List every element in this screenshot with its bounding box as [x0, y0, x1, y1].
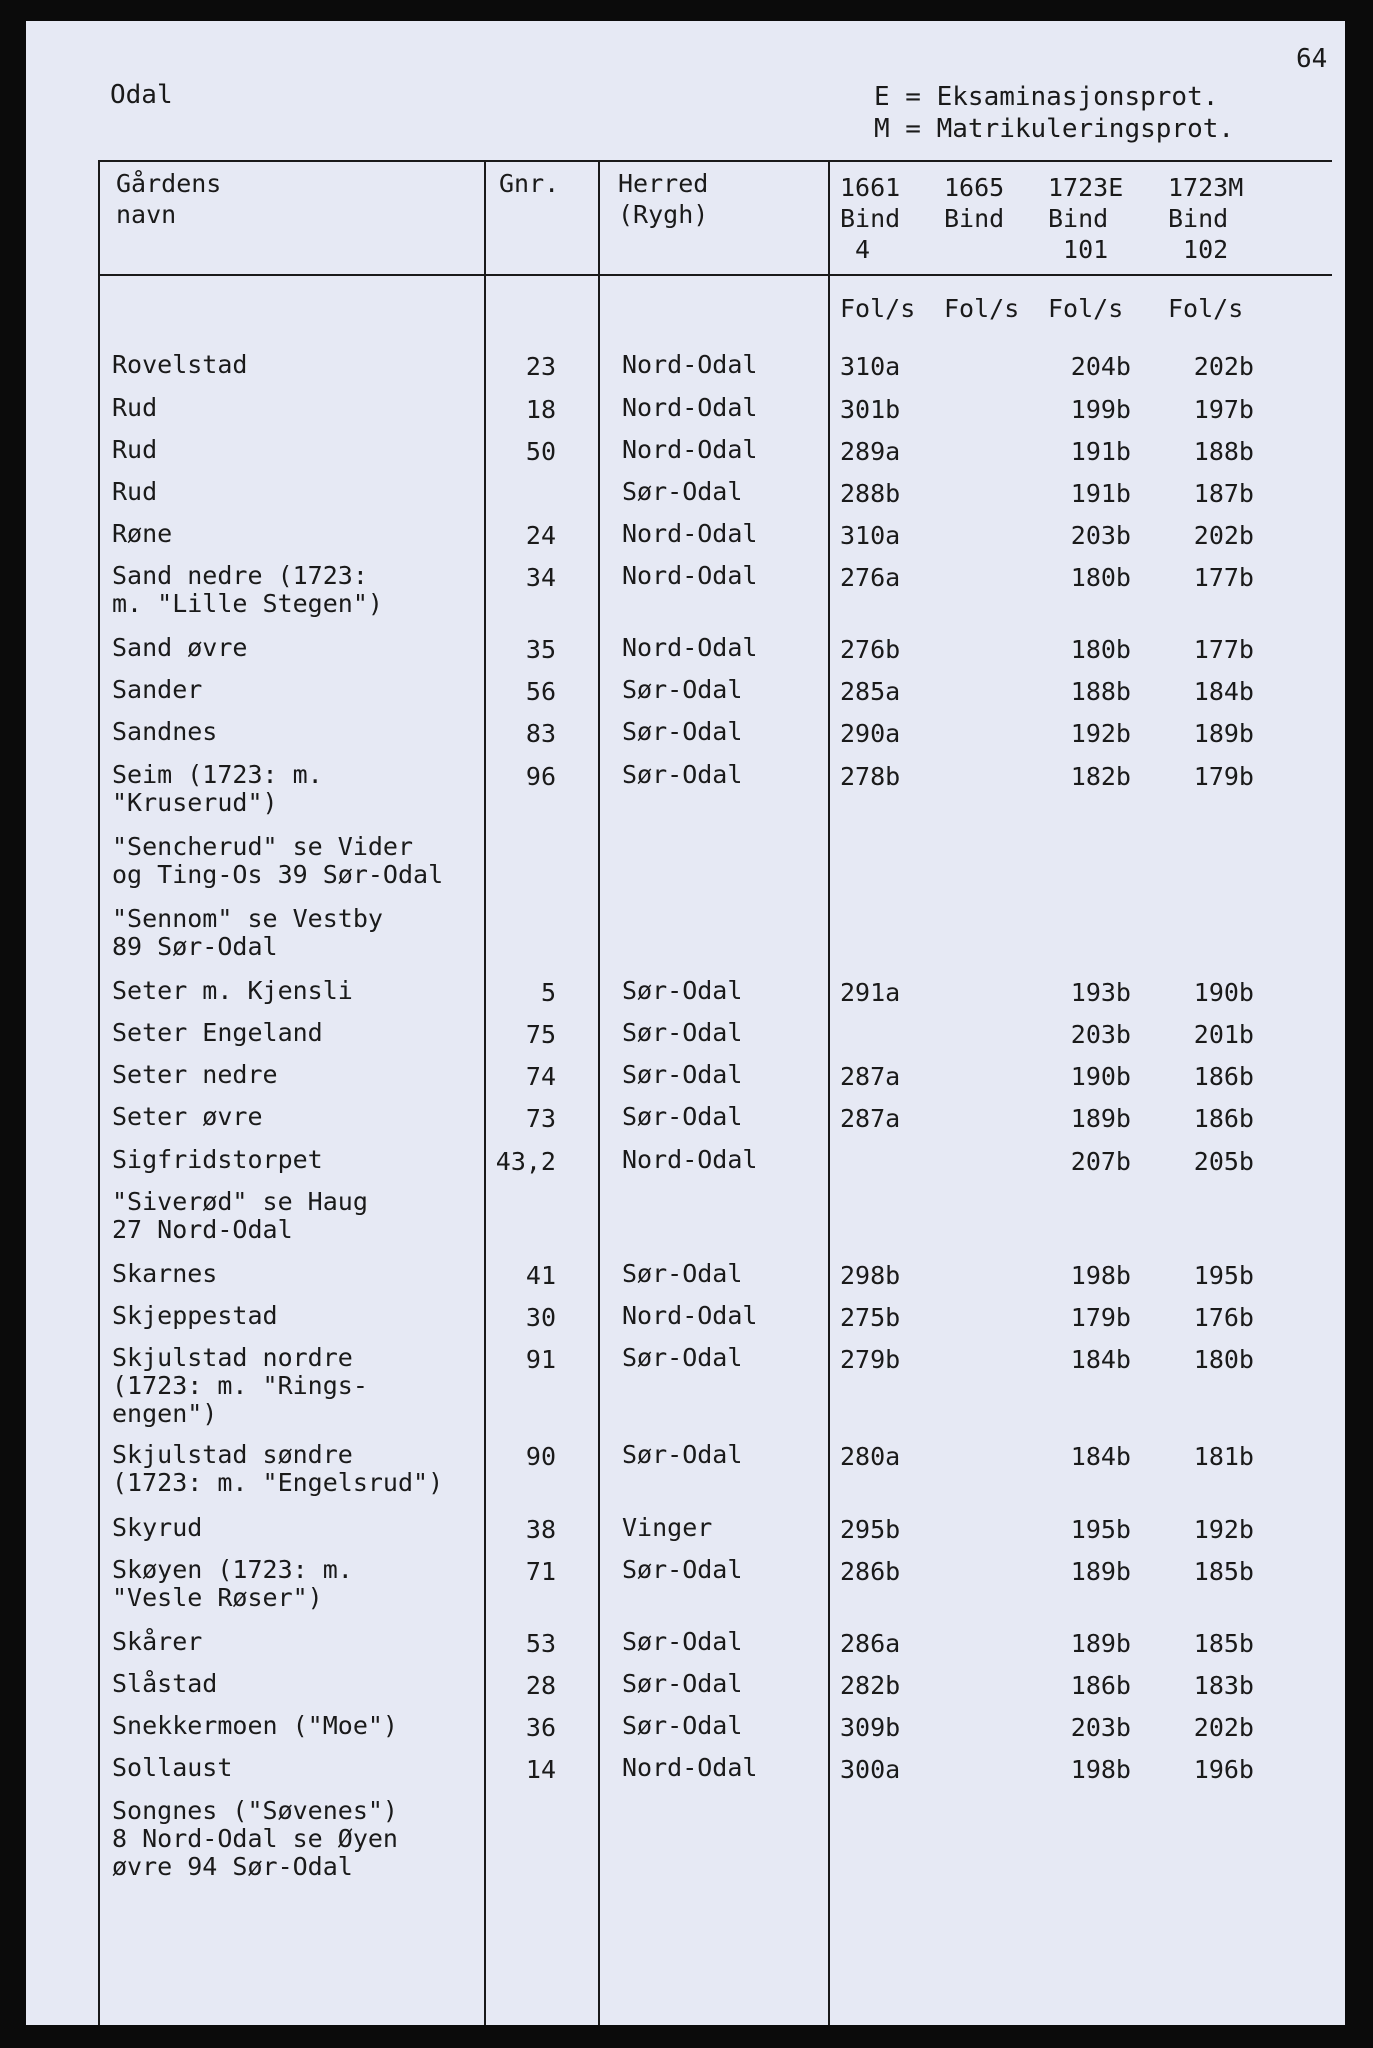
cell-1723m: 183b [1193, 1671, 1254, 1700]
cell-gnr: 90 [525, 1442, 556, 1471]
cell-name: Skøyen (1723: m. "Vesle Røser") [112, 1555, 353, 1612]
header-1661: 1661 Bind 4 [840, 173, 901, 264]
cell-herred: Nord-Odal [622, 393, 758, 422]
cell-gnr: 73 [525, 1104, 556, 1133]
cell-1723m: 189b [1193, 719, 1254, 748]
cell-name: Sandnes [112, 717, 218, 746]
cell-name: Seim (1723: m. "Kruserud") [112, 760, 323, 817]
cell-name: Rovelstad [112, 350, 248, 379]
header-herred: Herred (Rygh) [618, 169, 709, 229]
cell-1723e: 203b [1070, 521, 1131, 550]
fol-1661: Fol/s [840, 294, 916, 323]
cell-1661: 300a [840, 1755, 901, 1784]
cell-1723m: 184b [1193, 677, 1254, 706]
cell-1661: 285a [840, 677, 901, 706]
cell-herred: Nord-Odal [622, 1753, 758, 1782]
cell-name: Seter Engeland [112, 1018, 323, 1047]
cell-name: Sander [112, 675, 203, 704]
cell-1723e: 186b [1070, 1671, 1131, 1700]
cell-1723e: 203b [1070, 1020, 1131, 1049]
cell-1723e: 182b [1070, 762, 1131, 791]
cell-1661: 309b [840, 1713, 901, 1742]
cell-1661: 278b [840, 762, 901, 791]
cell-herred: Sør-Odal [622, 1259, 743, 1288]
cell-herred: Sør-Odal [622, 1669, 743, 1698]
cell-gnr: 75 [525, 1020, 556, 1049]
cell-1661: 298b [840, 1261, 901, 1290]
cell-1661: 275b [840, 1303, 901, 1332]
cell-1723e: 191b [1070, 437, 1131, 466]
cell-herred: Sør-Odal [622, 717, 743, 746]
cell-herred: Nord-Odal [622, 1301, 758, 1330]
cell-name: Sigfridstorpet [112, 1145, 323, 1174]
cell-name: Skjeppestad [112, 1301, 278, 1330]
cell-1661: 301b [840, 395, 901, 424]
cell-1661: 286b [840, 1557, 901, 1586]
cell-1723e: 184b [1070, 1442, 1131, 1471]
cell-herred: Sør-Odal [622, 1060, 743, 1089]
cell-name: "Siverød" se Haug 27 Nord-Odal [112, 1187, 368, 1244]
cell-gnr: 43,2 [495, 1147, 556, 1176]
cell-herred: Nord-Odal [622, 561, 758, 590]
cell-herred: Nord-Odal [622, 350, 758, 379]
document-page [26, 21, 1345, 2025]
cell-gnr: 28 [525, 1671, 556, 1700]
fol-1723m: Fol/s [1168, 294, 1244, 323]
cell-1723m: 201b [1193, 1020, 1254, 1049]
cell-1723e: 179b [1070, 1303, 1131, 1332]
cell-1723m: 176b [1193, 1303, 1254, 1332]
cell-gnr: 24 [525, 521, 556, 550]
cell-1723e: 192b [1070, 719, 1131, 748]
cell-1723m: 195b [1193, 1261, 1254, 1290]
header-gnr: Gnr. [499, 169, 560, 198]
cell-1723m: 186b [1193, 1062, 1254, 1091]
cell-gnr: 74 [525, 1062, 556, 1091]
cell-1723m: 187b [1193, 479, 1254, 508]
cell-name: Skjulstad nordre (1723: m. "Rings- engen") [112, 1343, 368, 1428]
cell-herred: Nord-Odal [622, 633, 758, 662]
cell-name: Seter øvre [112, 1102, 263, 1131]
header-1723e: 1723E Bind 101 [1048, 173, 1124, 264]
cell-1723e: 189b [1070, 1629, 1131, 1658]
cell-1723e: 189b [1070, 1104, 1131, 1133]
cell-1723e: 190b [1070, 1062, 1131, 1091]
cell-herred: Sør-Odal [622, 1627, 743, 1656]
cell-1723m: 196b [1193, 1755, 1254, 1784]
cell-herred: Sør-Odal [622, 976, 743, 1005]
cell-gnr: 71 [525, 1557, 556, 1586]
cell-gnr: 5 [540, 978, 556, 1007]
cell-1723e: 204b [1070, 352, 1131, 381]
cell-1661: 282b [840, 1671, 901, 1700]
cell-1661: 310a [840, 521, 901, 550]
cell-1661: 295b [840, 1515, 901, 1544]
cell-1661: 289a [840, 437, 901, 466]
cell-gnr: 36 [525, 1713, 556, 1742]
cell-herred: Sør-Odal [622, 1102, 743, 1131]
legend-e: E = Eksaminasjonsprot. [874, 82, 1219, 112]
cell-name: Slåstad [112, 1669, 218, 1698]
cell-herred: Sør-Odal [622, 477, 743, 506]
cell-1723m: 177b [1193, 635, 1254, 664]
cell-1723e: 180b [1070, 563, 1131, 592]
cell-1723m: 202b [1193, 521, 1254, 550]
cell-name: Røne [112, 519, 173, 548]
cell-1661: 279b [840, 1345, 901, 1374]
cell-gnr: 96 [525, 762, 556, 791]
cell-gnr: 35 [525, 635, 556, 664]
cell-1723m: 202b [1193, 1713, 1254, 1742]
cell-gnr: 38 [525, 1515, 556, 1544]
cell-1723m: 185b [1193, 1557, 1254, 1586]
cell-herred: Sør-Odal [622, 760, 743, 789]
cell-name: Skyrud [112, 1513, 203, 1542]
cell-name: Snekkermoen ("Moe") [112, 1711, 398, 1740]
cell-name: Seter nedre [112, 1060, 278, 1089]
page-number: 64 [1296, 44, 1328, 74]
legend-m: M = Matrikuleringsprot. [874, 114, 1235, 144]
cell-1723e: 207b [1070, 1147, 1131, 1176]
cell-1723m: 185b [1193, 1629, 1254, 1658]
cell-1661: 288b [840, 479, 901, 508]
cell-name: "Sencherud" se Vider og Ting-Os 39 Sør-Odal [112, 832, 444, 889]
header-1723m: 1723M Bind 102 [1168, 173, 1244, 264]
cell-gnr: 83 [525, 719, 556, 748]
cell-1661: 280a [840, 1442, 901, 1471]
cell-1723e: 189b [1070, 1557, 1131, 1586]
cell-1723m: 181b [1193, 1442, 1254, 1471]
cell-1723e: 198b [1070, 1755, 1131, 1784]
cell-1723e: 199b [1070, 395, 1131, 424]
cell-1661: 287a [840, 1104, 901, 1133]
cell-1723m: 186b [1193, 1104, 1254, 1133]
cell-1723e: 203b [1070, 1713, 1131, 1742]
cell-name: Sand nedre (1723: m. "Lille Stegen") [112, 561, 383, 618]
cell-1723m: 192b [1193, 1515, 1254, 1544]
cell-name: Seter m. Kjensli [112, 976, 353, 1005]
cell-gnr: 34 [525, 563, 556, 592]
cell-1723e: 193b [1070, 978, 1131, 1007]
cell-1661: 290a [840, 719, 901, 748]
cell-gnr: 41 [525, 1261, 556, 1290]
cell-1723e: 195b [1070, 1515, 1131, 1544]
cell-herred: Nord-Odal [622, 435, 758, 464]
cell-1661: 276b [840, 635, 901, 664]
cell-herred: Sør-Odal [622, 1440, 743, 1469]
cell-name: Skårer [112, 1627, 203, 1656]
table-header-rule [98, 274, 1332, 276]
cell-gnr: 23 [525, 352, 556, 381]
cell-herred: Sør-Odal [622, 1711, 743, 1740]
cell-gnr: 50 [525, 437, 556, 466]
cell-1661: 286a [840, 1629, 901, 1658]
fol-1665: Fol/s [944, 294, 1020, 323]
cell-1723m: 197b [1193, 395, 1254, 424]
cell-1723m: 202b [1193, 352, 1254, 381]
cell-1661: 310a [840, 352, 901, 381]
cell-name: Skjulstad søndre (1723: m. "Engelsrud") [112, 1440, 444, 1497]
cell-1723e: 180b [1070, 635, 1131, 664]
cell-name: Skarnes [112, 1259, 218, 1288]
cell-1723e: 191b [1070, 479, 1131, 508]
cell-1723e: 184b [1070, 1345, 1131, 1374]
cell-name: Songnes ("Søvenes") 8 Nord-Odal se Øyen øvre 94 Sør-Odal [112, 1796, 398, 1881]
cell-herred: Sør-Odal [622, 1555, 743, 1584]
cell-name: Rud [112, 435, 158, 464]
cell-1723m: 190b [1193, 978, 1254, 1007]
cell-gnr: 53 [525, 1629, 556, 1658]
cell-1661: 287a [840, 1062, 901, 1091]
cell-gnr: 18 [525, 395, 556, 424]
cell-1723e: 198b [1070, 1261, 1131, 1290]
cell-1661: 276a [840, 563, 901, 592]
cell-gnr: 14 [525, 1755, 556, 1784]
cell-1723m: 177b [1193, 563, 1254, 592]
cell-herred: Sør-Odal [622, 675, 743, 704]
cell-name: Sollaust [112, 1753, 233, 1782]
cell-name: Rud [112, 393, 158, 422]
header-1665: 1665 Bind [944, 173, 1005, 233]
cell-1723m: 179b [1193, 762, 1254, 791]
cell-gnr: 56 [525, 677, 556, 706]
cell-herred: Sør-Odal [622, 1343, 743, 1372]
cell-herred: Sør-Odal [622, 1018, 743, 1047]
header-name: Gårdens navn [116, 169, 222, 229]
cell-1661: 291a [840, 978, 901, 1007]
cell-gnr: 30 [525, 1303, 556, 1332]
cell-herred: Vinger [622, 1513, 713, 1542]
cell-name: Rud [112, 477, 158, 506]
table-top-rule [98, 160, 1332, 162]
fol-1723e: Fol/s [1048, 294, 1124, 323]
cell-1723e: 188b [1070, 677, 1131, 706]
cell-name: Sand øvre [112, 633, 248, 662]
region-title: Odal [110, 80, 173, 110]
cell-gnr: 91 [525, 1345, 556, 1374]
cell-name: "Sennom" se Vestby 89 Sør-Odal [112, 904, 383, 961]
cell-1723m: 188b [1193, 437, 1254, 466]
cell-herred: Nord-Odal [622, 519, 758, 548]
cell-herred: Nord-Odal [622, 1145, 758, 1174]
cell-1723m: 205b [1193, 1147, 1254, 1176]
cell-1723m: 180b [1193, 1345, 1254, 1374]
